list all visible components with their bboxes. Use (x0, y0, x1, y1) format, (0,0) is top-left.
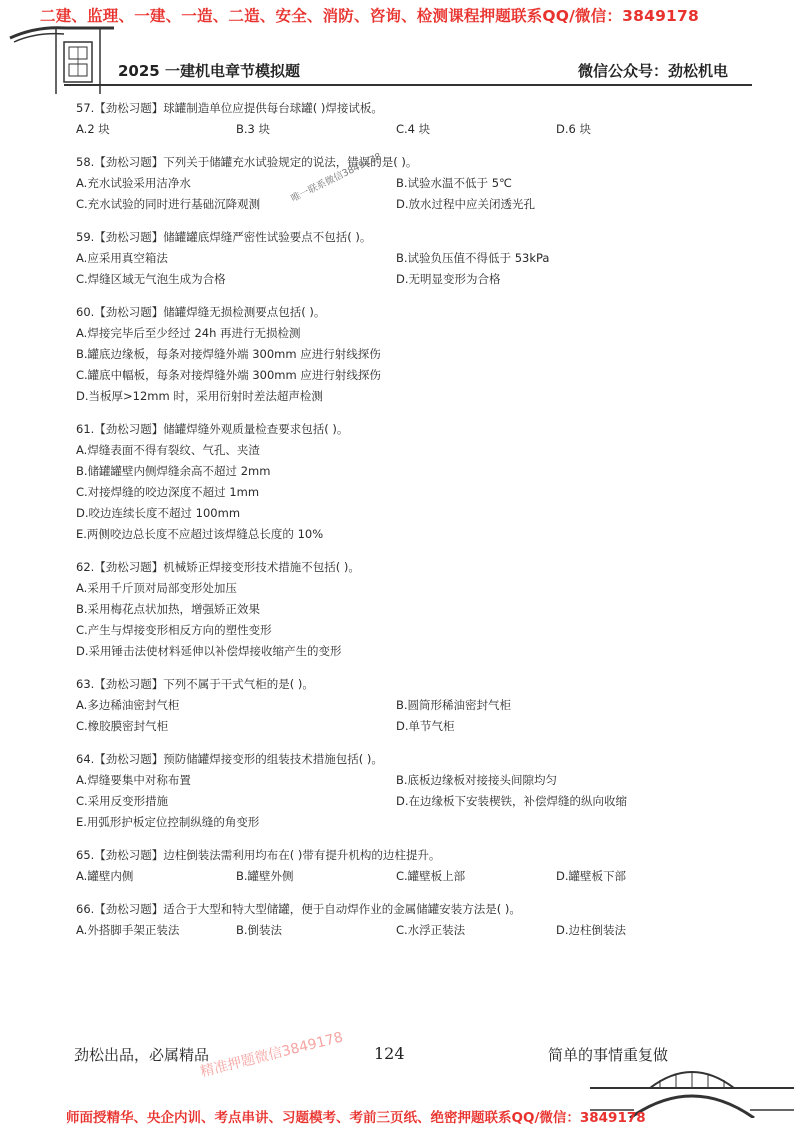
question-59 (76, 227, 716, 290)
question-63 (76, 674, 716, 737)
option-e: E.两侧咬边总长度不应超过该焊缝总长度的 10% (76, 527, 324, 541)
document-title: 2025 一建机电章节模拟题 (118, 62, 300, 80)
option-d: D.放水过程中应关闭透光孔 (396, 197, 536, 211)
question-stem: 60.【劲松习题】储罐焊缝无损检测要点包括( )。 (76, 305, 326, 319)
option-b: B.试验水温不低于 5℃ (396, 176, 512, 190)
option-b: B.罐底边缘板，每条对接焊缝外端 300mm 应进行射线探伤 (76, 347, 381, 361)
question-stem: 57.【劲松习题】球罐制造单位应提供每台球罐( )焊接试板。 (76, 101, 383, 115)
question-62 (76, 557, 716, 662)
option-d: D.采用锤击法使材料延伸以补偿焊接收缩产生的变形 (76, 644, 342, 658)
option-d: D.罐壁板下部 (556, 869, 627, 883)
question-stem: 65.【劲松习题】边柱倒装法需利用均布在( )带有提升机构的边柱提升。 (76, 848, 441, 862)
eave-decoration-icon (6, 18, 116, 94)
option-d: D.无明显变形为合格 (396, 272, 501, 286)
footer-slogan-right: 简单的事情重复做 (548, 1046, 669, 1064)
top-banner: 二建、监理、一建、一造、二造、安全、消防、咨询、检测课程押题联系QQ/微信：3849178 (40, 7, 700, 25)
option-b: B.储罐罐壁内侧焊缝余高不超过 2mm (76, 464, 271, 478)
bottom-banner: 师面授精华、央企内训、考点串讲、习题模考、考前三页纸、绝密押题联系QQ/微信：3849178 (66, 1110, 646, 1126)
option-a: A.焊接完毕后至少经过 24h 再进行无损检测 (76, 326, 301, 340)
option-b: B.圆筒形稀油密封气柜 (396, 698, 512, 712)
question-stem: 66.【劲松习题】适合于大型和特大型储罐，便于自动焊作业的金属储罐安装方法是( )。 (76, 902, 521, 916)
option-b: B.试验负压值不得低于 53kPa (396, 251, 550, 265)
option-a: A.外搭脚手架正装法 (76, 923, 180, 937)
option-c: C.罐底中幅板，每条对接焊缝外端 300mm 应进行射线探伤 (76, 368, 381, 382)
option-c: C.对接焊缝的咬边深度不超过 1mm (76, 485, 260, 499)
option-a: A.焊缝要集中对称布置 (76, 773, 191, 787)
option-b: B.罐壁外侧 (236, 869, 294, 883)
option-d: D.边柱倒装法 (556, 923, 627, 937)
question-66 (76, 899, 716, 941)
question-57 (76, 98, 716, 140)
option-c: C.充水试验的同时进行基础沉降观测 (76, 197, 261, 211)
option-a: A.罐壁内侧 (76, 869, 134, 883)
option-c: C.焊缝区域无气泡生成为合格 (76, 272, 226, 286)
option-c: C.水浮正装法 (396, 923, 466, 937)
question-64 (76, 749, 716, 833)
option-d: D.6 块 (556, 122, 591, 136)
option-a: A.采用千斤顶对局部变形处加压 (76, 581, 237, 595)
question-61 (76, 419, 716, 545)
question-stem: 62.【劲松习题】机械矫正焊接变形技术措施不包括( )。 (76, 560, 360, 574)
wechat-account: 微信公众号：劲松机电 (577, 62, 728, 80)
option-a: A.充水试验采用洁净水 (76, 176, 191, 190)
question-stem: 61.【劲松习题】储罐焊缝外观质量检查要求包括( )。 (76, 422, 349, 436)
question-stem: 63.【劲松习题】下列不属于干式气柜的是( )。 (76, 677, 314, 691)
option-c: C.橡胶膜密封气柜 (76, 719, 169, 733)
option-c: C.4 块 (396, 122, 431, 136)
question-stem: 59.【劲松习题】储罐罐底焊缝严密性试验要点不包括( )。 (76, 230, 372, 244)
option-a: A.焊缝表面不得有裂纹、气孔、夹渣 (76, 443, 260, 457)
option-c: C.罐壁板上部 (396, 869, 466, 883)
question-65 (76, 845, 716, 887)
option-a: A.应采用真空箱法 (76, 251, 168, 265)
question-list (76, 98, 716, 953)
exam-watermark: 精准押题微信3849178 (198, 1029, 345, 1081)
question-58 (76, 152, 716, 215)
option-c: C.产生与焊接变形相反方向的塑性变形 (76, 623, 272, 637)
option-d: D.单节气柜 (396, 719, 455, 733)
option-a: A.2 块 (76, 122, 110, 136)
option-c: C.采用反变形措施 (76, 794, 169, 808)
option-d: D.当板厚>12mm 时，采用衍射时差法超声检测 (76, 389, 323, 403)
question-stem: 64.【劲松习题】预防储罐焊接变形的组装技术措施包括( )。 (76, 752, 383, 766)
question-60 (76, 302, 716, 407)
option-a: A.多边稀油密封气柜 (76, 698, 180, 712)
option-b: B.采用梅花点状加热，增强矫正效果 (76, 602, 261, 616)
header-divider (64, 84, 752, 86)
option-e: E.用弧形护板定位控制纵缝的角变形 (76, 815, 260, 829)
question-stem: 58.【劲松习题】下列关于储罐充水试验规定的说法，错误的是( )。 (76, 155, 418, 169)
option-b: B.底板边缘板对接接头间隙均匀 (396, 773, 558, 787)
option-b: B.倒装法 (236, 923, 283, 937)
contact-watermark: 唯一联系微信3849178 (289, 151, 384, 205)
option-b: B.3 块 (236, 122, 271, 136)
option-d: D.在边缘板下安装楔铁，补偿焊缝的纵向收缩 (396, 794, 628, 808)
page-number: 124 (374, 1044, 405, 1063)
footer-slogan-left: 劲松出品，必属精品 (74, 1046, 210, 1064)
option-d: D.咬边连续长度不超过 100mm (76, 506, 241, 520)
